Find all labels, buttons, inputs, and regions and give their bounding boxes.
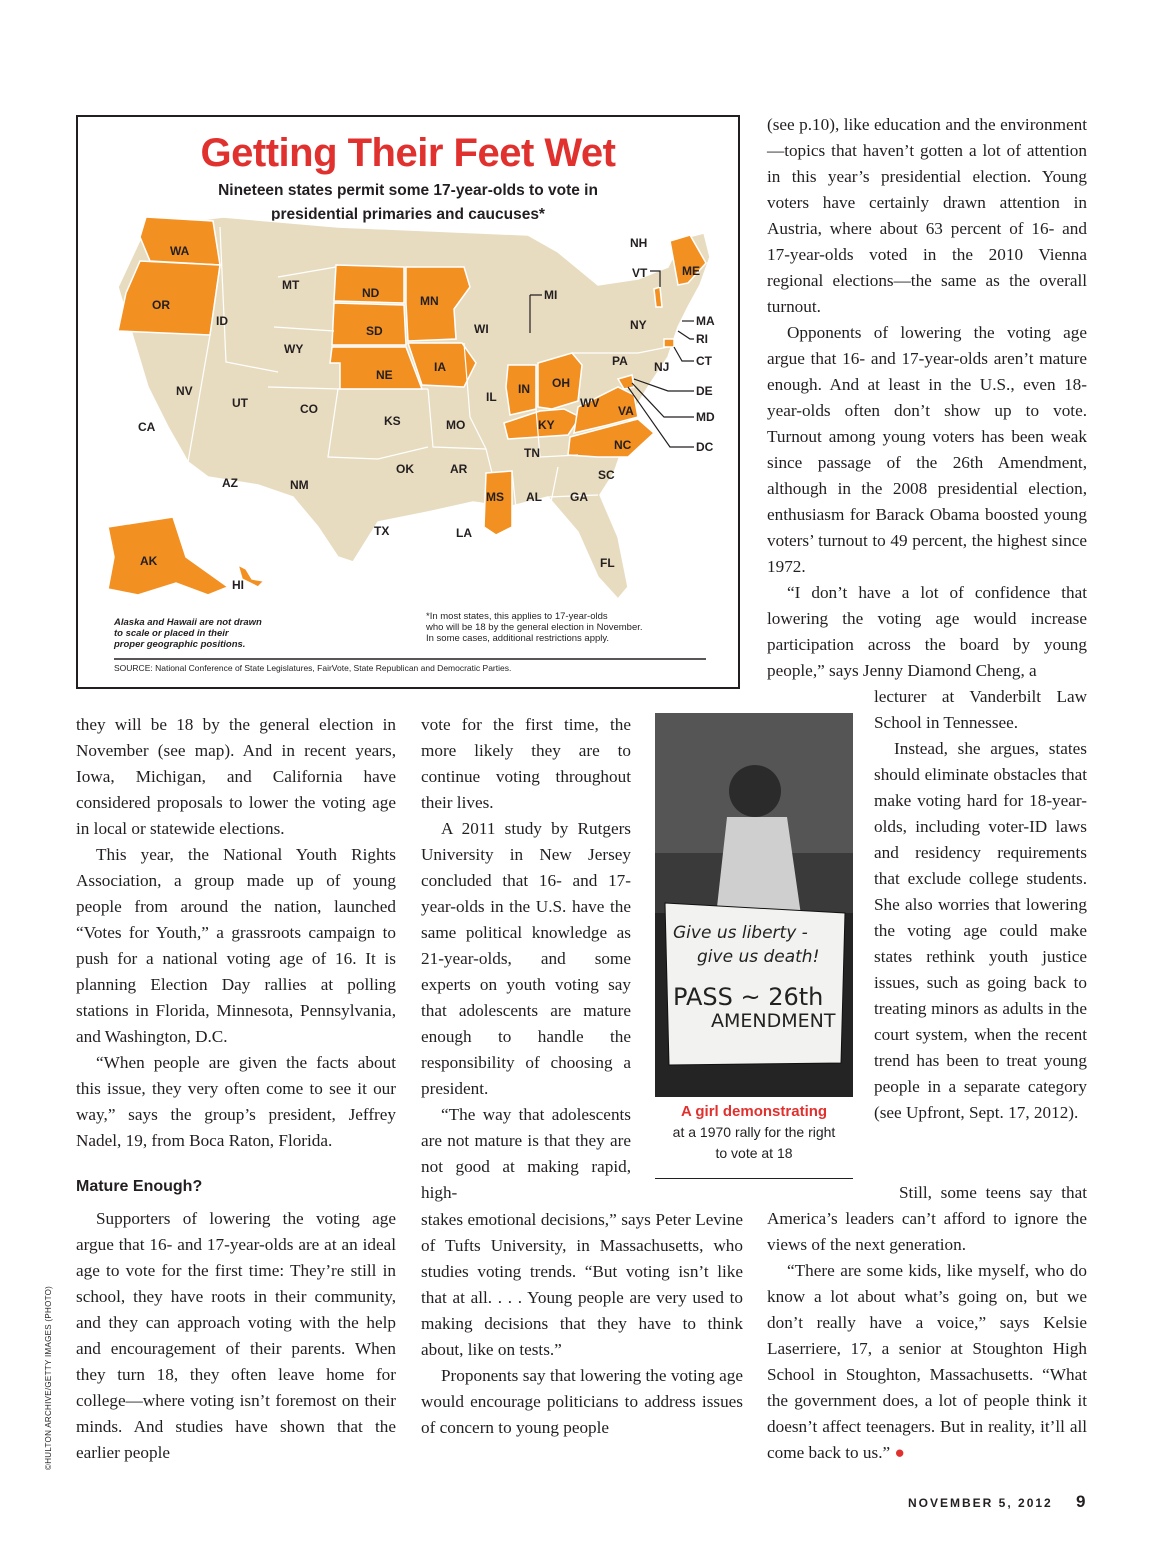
- sign-line: Give us liberty -: [673, 923, 808, 943]
- map-title: Getting Their Feet Wet: [200, 131, 616, 175]
- label-ks: KS: [384, 414, 401, 428]
- column-3-lower: [767, 1180, 1087, 1466]
- issue-date: NOVEMBER 5, 2012: [908, 1496, 1053, 1510]
- label-ut: UT: [232, 396, 248, 410]
- label-mi: MI: [544, 288, 558, 302]
- map-subtitle-line1: Nineteen states permit some 17-year-olds to vote in: [218, 182, 598, 199]
- label-ny: NY: [630, 318, 647, 332]
- col2-paragraph-3b: stakes emotional decisions,” says Peter Levine of Tufts University, in Massachusetts, who studies voting trends. “But voting isn’t like that at all. . . . Young people are very used to making decisions that they have to think about, like on tests.”: [421, 1210, 743, 1359]
- col3-paragraph-2: Opponents of lowering the voting age argue that 16- and 17-year-olds aren’t mature enough. And at least in the U.S., even 18-year-olds often don’t show up to vote. Turnout among young voters has been weak since passage of the 26th Amendment, although in the 2008 presidential election, enthusiasm for Barack Obama boosted young voters’ turnout to 49 percent, the highest since 1972.: [767, 323, 1087, 576]
- label-al: AL: [526, 490, 542, 504]
- col1-paragraph-2: This year, the National Youth Rights Association, a group made up of young people from around the nation, launched “Votes for Youth,” a grassroots campaign to push for a national voting age of 16. It is planning Election Day rallies at polling stations in Florida, Minnesota, Pennsylvania, and Washington, D.C.: [76, 845, 396, 1046]
- label-ma: MA: [696, 314, 715, 328]
- state-ak: [108, 517, 228, 595]
- col1-paragraph-1: they will be 18 by the general election in November (see map). And in recent years, Iowa, Michigan, and California have considered proposals to lower the voting age in local or statewide elections.: [76, 715, 396, 838]
- label-in: IN: [518, 382, 530, 396]
- label-nv: NV: [176, 384, 193, 398]
- label-ne: NE: [376, 368, 393, 382]
- column-3-narrow: [874, 684, 1087, 1126]
- column-2-lower: [421, 1207, 743, 1441]
- column-3-upper: [767, 112, 1087, 684]
- map-source: SOURCE: National Conference of State Legislatures, FairVote, State Republican and Democratic Parties.: [114, 663, 512, 673]
- label-wy: WY: [284, 342, 304, 356]
- caption-line: to vote at 18: [715, 1145, 793, 1161]
- col1-paragraph-3: “When people are given the facts about this issue, they very often come to see it our way,” says the group’s president, Jeffrey Nadel, 19, from Boca Raton, Florida.: [76, 1053, 396, 1150]
- sign-line: PASS ~ 26th: [673, 983, 824, 1011]
- label-az: AZ: [222, 476, 238, 490]
- label-co: CO: [300, 402, 318, 416]
- label-me: ME: [682, 264, 700, 278]
- photo-credit: ©HULTON ARCHIVE/GETTY IMAGES (PHOTO): [44, 1285, 53, 1470]
- label-ga: GA: [570, 490, 588, 504]
- label-dc: DC: [696, 440, 714, 454]
- page-number: 9: [1076, 1492, 1086, 1511]
- column-2-upper: [421, 712, 631, 1206]
- col3-paragraph-4: Instead, she argues, states should eliminate obstacles that make voting hard for 18-year-olds, including voter-ID laws and residency requirements that exclude college students. She also worries that lowering the voting age could make states rethink youth justice issues, such as going back to treating minors as adults in the court system, when the recent trend has been to treat young people in a separate category (see Upfront, Sept. 17, 2012).: [874, 739, 1087, 1122]
- sign-line: AMENDMENT: [711, 1010, 836, 1032]
- col2-paragraph-3: “The way that adolescents are not mature is that they are not good at making rapid, high-: [421, 1105, 631, 1202]
- us-map: [78, 117, 738, 687]
- col3-paragraph-3: “I don’t have a lot of confidence that lowering the voting age would increase participation across the board by young people,” says Jenny Diamond Cheng, a: [767, 583, 1087, 680]
- column-1: [76, 712, 396, 1466]
- label-wv: WV: [580, 396, 600, 410]
- col3-paragraph-6: [767, 1258, 1087, 1466]
- label-id: ID: [216, 314, 228, 328]
- protest-photo: [655, 713, 853, 1097]
- note-left-line: proper geographic positions.: [114, 639, 246, 650]
- label-hi: HI: [232, 578, 244, 592]
- label-nd: ND: [362, 286, 380, 300]
- label-va: VA: [618, 404, 634, 418]
- note-right-line: In some cases, additional restrictions apply.: [426, 633, 610, 644]
- label-tx: TX: [374, 524, 390, 538]
- note-right-line: *In most states, this applies to 17-year-olds: [426, 611, 608, 622]
- label-ok: OK: [396, 462, 414, 476]
- label-ky: KY: [538, 418, 555, 432]
- note-right-line: who will be 18 by the general election in November.: [426, 622, 643, 633]
- map-figure: [76, 115, 740, 689]
- note-left-line: to scale or placed in their: [114, 628, 229, 639]
- label-fl: FL: [600, 556, 615, 570]
- label-wi: WI: [474, 322, 489, 336]
- label-mo: MO: [446, 418, 466, 432]
- col3-paragraph-3b: lecturer at Vanderbilt Law School in Tennessee.: [874, 687, 1087, 732]
- label-de: DE: [696, 384, 713, 398]
- col3-paragraph-5: Still, some teens say that America’s leaders can’t afford to ignore the views of the next generation.: [767, 1183, 1087, 1254]
- label-sc: SC: [598, 468, 615, 482]
- photo-caption: [655, 1101, 853, 1164]
- col1-paragraph-4: Supporters of lowering the voting age argue that 16- and 17-year-olds are at an ideal age to vote for the first time: They’re still in school, they have roots in their community, and they can approach voting with the help and encouragement of their parents. When they turn 18, they often leave home for college—where voting isn’t foremost on their minds. And studies have shown that the earlier people: [76, 1209, 396, 1462]
- label-mn: MN: [420, 294, 439, 308]
- label-sd: SD: [366, 324, 383, 338]
- label-ar: AR: [450, 462, 468, 476]
- label-ct: CT: [696, 354, 712, 368]
- map-note-left: [114, 617, 262, 650]
- label-ms: MS: [486, 490, 504, 504]
- label-wa: WA: [170, 244, 190, 258]
- label-ak: AK: [140, 554, 158, 568]
- label-tn: TN: [524, 446, 540, 460]
- label-il: IL: [486, 390, 497, 404]
- col3-paragraph-6-text: “There are some kids, like myself, who do know a lot about what’s going on, but we don’t really have a voice,” says Kelsie Laserriere, 17, a senior at Stoughton High School in Stoughton, Massachusetts. “What the government does, a lot of people think it doesn’t affect teenagers. But in reality, it’ll all come back to us.”: [767, 1261, 1087, 1462]
- state-ct: [664, 339, 674, 347]
- label-vt: VT: [632, 266, 648, 280]
- label-nm: NM: [290, 478, 309, 492]
- label-or: OR: [152, 298, 170, 312]
- note-left-line: Alaska and Hawaii are not drawn: [114, 617, 262, 628]
- sign-text: [673, 921, 843, 1033]
- section-heading: Mature Enough?: [76, 1178, 203, 1195]
- label-mt: MT: [282, 278, 300, 292]
- sign-line: give us death!: [697, 947, 820, 967]
- col2-paragraph-2: A 2011 study by Rutgers University in New Jersey concluded that 16- and 17-year-olds in the U.S. have the same political knowledge as 21-year-olds, and some experts on youth voting say that adolescents are mature enough to handle the responsibility of choosing a president.: [421, 819, 631, 1098]
- map-note-right: [426, 611, 643, 644]
- state-vt: [654, 287, 662, 307]
- col2-paragraph-4: Proponents say that lowering the voting age would encourage politicians to address issues of concern to young people: [421, 1366, 743, 1437]
- map-subtitle-line2: presidential primaries and caucuses*: [271, 206, 545, 223]
- label-nh: NH: [630, 236, 648, 250]
- label-ca: CA: [138, 420, 156, 434]
- caption-rule: [655, 1178, 853, 1179]
- photo-graphic: [655, 713, 853, 1097]
- col2-paragraph-1: vote for the first time, the more likely they are to continue voting throughout their lives.: [421, 715, 631, 812]
- label-ri: RI: [696, 332, 708, 346]
- label-ia: IA: [434, 360, 446, 374]
- end-mark-icon: ●: [894, 1443, 905, 1462]
- caption-bold: A girl demonstrating: [680, 1103, 828, 1120]
- label-la: LA: [456, 526, 472, 540]
- col3-paragraph-1: (see p.10), like education and the environment—topics that haven’t gotten a lot of attention in this year’s presidential election. Young voters have certainly drawn attention in Austria, where about 63 percent of 16- and 17-year-olds voted in the 2010 Vienna regional elections—the same as the overall turnout.: [767, 115, 1087, 316]
- label-oh: OH: [552, 376, 570, 390]
- caption-line: at a 1970 rally for the right: [672, 1124, 836, 1140]
- label-nc: NC: [614, 438, 632, 452]
- label-pa: PA: [612, 354, 628, 368]
- label-md: MD: [696, 410, 715, 424]
- label-nj: NJ: [654, 360, 670, 374]
